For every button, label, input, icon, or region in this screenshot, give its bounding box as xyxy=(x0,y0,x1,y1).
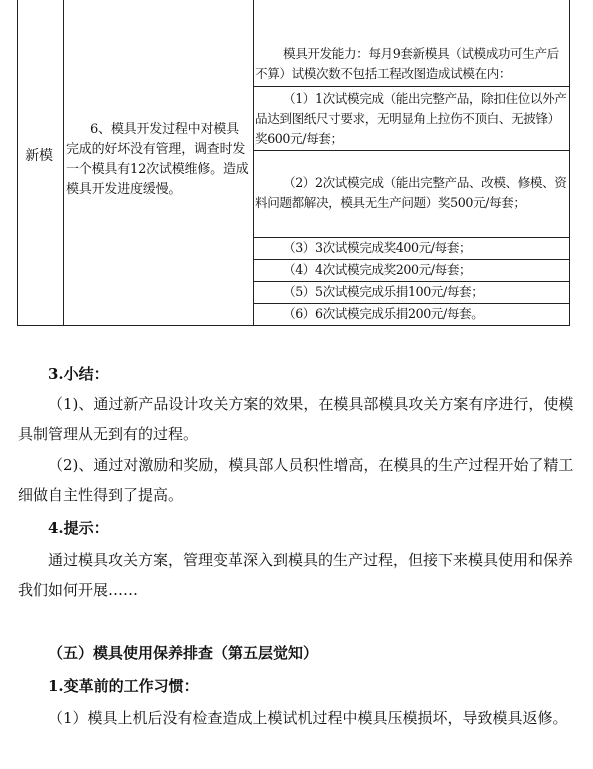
rule-row: （4）4次试模完成奖200元/每套； xyxy=(283,262,472,277)
section-heading: （五）模具使用保养排查（第五层觉知） xyxy=(48,644,319,662)
rule-row: （3）3次试模完成奖400元/每套； xyxy=(283,240,472,255)
summary-heading: 3.小结： xyxy=(48,365,109,383)
category-cell: 新模 xyxy=(25,148,53,164)
table-border-bottom xyxy=(17,325,570,326)
row-divider xyxy=(253,86,570,87)
rule-row: （5）5次试模完成乐捐100元/每套； xyxy=(283,284,484,299)
rule-row: （6）6次试模完成乐捐200元/每套。 xyxy=(283,306,484,321)
section-paragraph: （1）模具上机后没有检查造成上模试机过程中模具压模损坏，导致模具返修。 xyxy=(48,709,568,727)
problem-cell: 6、模具开发过程中对模具完成的好坏没有管理，调查时发一个模具有12次试模维修。造成模具开发进度缓慢。 xyxy=(66,122,249,197)
rule-row: （1）1次试模完成（能出完整产品，除扣住位以外产品达到图纸尺寸要求，无明显角上拉伤不顶白、无披锋）奖600元/每套； xyxy=(255,91,567,146)
summary-paragraph: （2)、通过对激励和奖励，模具部人员积性增高，在模具的生产过程开始了精工细做自主性得到了提高。 xyxy=(18,456,574,504)
rule-row: （2）2次试模完成（能出完整产品、改模、修模、资料问题都解决，模具无生产问题）奖500元/每套； xyxy=(255,175,567,210)
table-border-right xyxy=(569,0,570,326)
row-divider xyxy=(253,150,570,151)
table-column-divider xyxy=(63,0,64,326)
hint-heading: 4.提示： xyxy=(48,519,109,537)
table-column-divider xyxy=(253,0,254,326)
hint-paragraph: 通过模具攻关方案，管理变革深入到模具的生产过程，但接下来模具使用和保养我们如何开展…… xyxy=(18,551,574,599)
table-border-left xyxy=(17,0,18,326)
rule-row: 模具开发能力：每月9套新模具（试模成功可生产后不算）试模次数不包括工程改图造成试模在内： xyxy=(255,46,559,81)
sub-heading: 1.变革前的工作习惯： xyxy=(48,677,199,695)
summary-paragraph: （1)、通过新产品设计攻关方案的效果，在模具部模具攻关方案有序进行，使模具制管理从无到有的过程。 xyxy=(18,395,574,443)
